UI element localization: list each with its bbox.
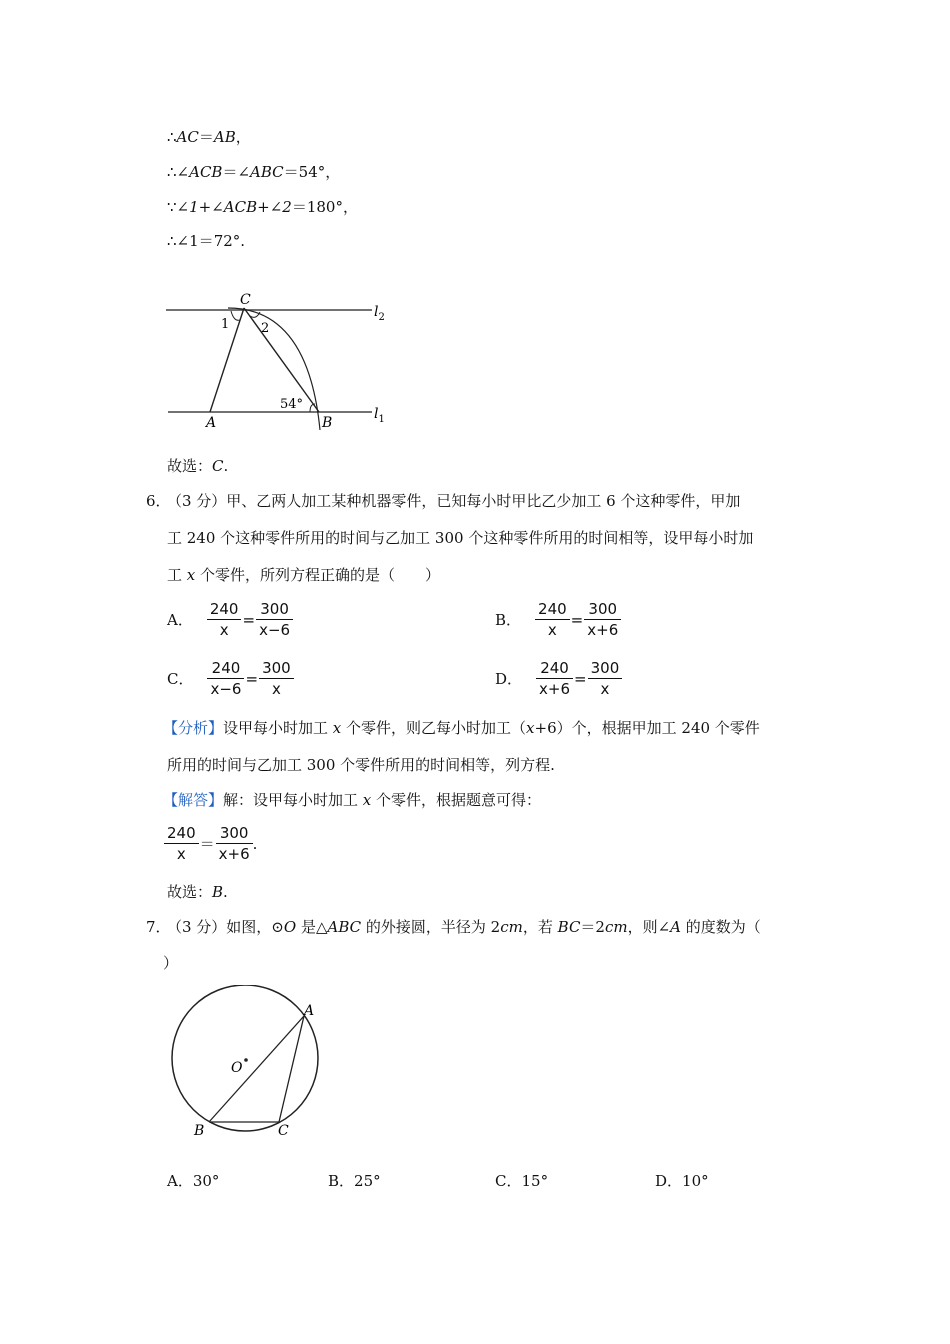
value-text: ＝54°， <box>283 163 341 181</box>
answer-prefix: 故选： <box>167 883 213 901</box>
point-o: O <box>283 918 297 936</box>
parallel-lines-figure <box>160 290 400 440</box>
segment-ab <box>209 1016 304 1122</box>
fraction <box>536 658 573 699</box>
text: 工 <box>167 566 187 584</box>
text: 设甲每小时加工 <box>223 719 333 737</box>
answer-letter: B <box>212 883 224 901</box>
q7-option-d[interactable] <box>655 1170 709 1191</box>
angle-1: ∠1 <box>176 232 199 250</box>
equals-sign: = <box>242 610 256 629</box>
text: 个零件，所列方程正确的是（ ） <box>195 566 441 584</box>
q6-final-answer <box>167 881 228 902</box>
q6-number: 6． <box>146 492 171 510</box>
q7-number: 7． <box>146 918 171 936</box>
label-a: A <box>304 1003 315 1019</box>
numerator: 240 <box>536 658 573 679</box>
numerator: 240 <box>207 658 244 679</box>
denominator: x+6 <box>539 680 571 698</box>
text: +6）个，根据甲加工 240 个零件 <box>534 719 760 737</box>
denominator: x+6 <box>587 621 619 639</box>
q7-option-b[interactable] <box>328 1170 381 1191</box>
analysis-tag: 【分析】 <box>163 719 224 737</box>
proof-line-4 <box>167 230 245 251</box>
fraction <box>584 599 621 640</box>
equation <box>535 599 621 640</box>
equation <box>536 658 622 699</box>
value-text: 72° <box>213 232 241 250</box>
equals-sign: = <box>245 669 259 688</box>
label-b: B <box>194 1123 205 1139</box>
equals-sign: ＝ <box>222 163 238 181</box>
label-a: A <box>206 415 217 431</box>
punct: . <box>240 232 246 250</box>
punct: ， <box>235 128 251 146</box>
label-o: O <box>231 1060 243 1076</box>
denominator: x <box>271 680 281 698</box>
q6-option-a[interactable] <box>167 599 293 640</box>
q6-stem-line-1: （3 分）甲、乙两人加工某种机器零件，已知每小时甲比乙少加工 6 个这种零件，甲加 <box>167 492 741 510</box>
circle-figure <box>160 985 340 1145</box>
numerator: 300 <box>588 658 623 679</box>
variable-x: x <box>186 566 196 584</box>
label-l1: $l_1$ <box>374 406 385 425</box>
option-value: 10° <box>682 1172 709 1190</box>
denominator: x <box>600 680 610 698</box>
fraction <box>259 658 294 699</box>
equals-sign: ＝ <box>291 198 307 216</box>
option-label: A． <box>167 1172 193 1190</box>
label-c: C <box>278 1123 289 1139</box>
fraction <box>207 658 244 699</box>
option-label: C． <box>167 670 194 688</box>
circumcircle <box>172 985 318 1131</box>
fraction <box>164 823 199 864</box>
q6-analysis-line-2: 所用的时间与乙加工 300 个零件所用的时间相等，列方程. <box>167 756 555 774</box>
therefore-symbol: ∴ <box>167 128 177 146</box>
answer-tag: 【解答】 <box>163 791 224 809</box>
variable-x: x <box>362 791 372 809</box>
label-angle-54: 54° <box>280 397 304 412</box>
angle-abc: ∠ABC <box>237 163 284 181</box>
label-angle-1: 1 <box>221 317 230 332</box>
option-label: A． <box>167 611 193 629</box>
segment-ab: AB <box>213 128 236 146</box>
q7-stem-line-1 <box>167 916 761 937</box>
denominator: x−6 <box>210 680 242 698</box>
label-b: B <box>322 415 333 431</box>
center-dot <box>244 1058 248 1062</box>
therefore-symbol: ∴ <box>167 163 177 181</box>
angle-sum: ∠1+∠ACB+∠2 <box>176 198 292 216</box>
angle-acb: ∠ACB <box>176 163 223 181</box>
option-label: D． <box>495 670 523 688</box>
numerator: 300 <box>259 658 294 679</box>
text: 个零件，根据题意可得： <box>371 791 542 809</box>
label-l2: $l_2$ <box>374 304 385 323</box>
angle-1-arc <box>231 311 240 320</box>
option-label: B． <box>328 1172 355 1190</box>
text: 的外接圆，半径为 2 <box>361 918 501 936</box>
option-label: D． <box>655 1172 683 1190</box>
denominator: x−6 <box>259 621 291 639</box>
punct: ， <box>342 198 358 216</box>
label-angle-2: 2 <box>261 321 270 336</box>
punct: . <box>223 883 228 901</box>
option-value: 25° <box>354 1172 381 1190</box>
text: 是△ <box>296 918 328 936</box>
option-label: C． <box>495 1172 522 1190</box>
option-value: 30° <box>192 1172 220 1190</box>
q7-stem-line-2: ） <box>163 954 179 972</box>
q6-stem-line-3 <box>167 564 440 585</box>
point-a: A <box>670 918 682 936</box>
therefore-symbol: ∴ <box>167 232 177 250</box>
text: ，则∠ <box>627 918 671 936</box>
punct: . <box>252 834 258 853</box>
variable-x: x <box>332 719 342 737</box>
fraction <box>216 823 253 864</box>
equals-sign: ＝ <box>198 232 214 250</box>
equals-sign: = <box>570 610 584 629</box>
unit-cm: cm <box>500 918 523 936</box>
triangle-abc: ABC <box>327 918 362 936</box>
q6-stem-line-2: 工 240 个这种零件所用的时间与乙加工 300 个这种零件所用的时间相等，设甲每小时加 <box>167 529 754 547</box>
denominator: x+6 <box>218 845 250 863</box>
denominator: x <box>547 621 557 639</box>
proof-line-1 <box>167 126 251 147</box>
equation <box>207 599 293 640</box>
numerator: 240 <box>164 823 199 844</box>
text: 的度数为（ <box>681 918 761 936</box>
fraction <box>207 599 242 640</box>
answer-letter: C <box>212 457 224 475</box>
equals-sign: ＝ <box>199 835 215 853</box>
numerator: 300 <box>216 823 253 844</box>
q6-answer-equation <box>164 823 257 864</box>
proof-line-2 <box>167 161 340 182</box>
denominator: x <box>176 845 186 863</box>
text: 个零件，则乙每小时加工（ <box>341 719 527 737</box>
fraction <box>588 658 623 699</box>
q5-answer <box>167 455 228 476</box>
numerator: 300 <box>256 599 293 620</box>
segment-bc: BC <box>557 918 581 936</box>
denominator: x <box>219 621 229 639</box>
fraction <box>256 599 293 640</box>
fraction <box>535 599 570 640</box>
text: ＝2 <box>580 918 605 936</box>
q7-option-a[interactable] <box>167 1170 219 1191</box>
equals-sign: ＝ <box>198 128 214 146</box>
because-symbol: ∵ <box>167 198 177 216</box>
option-label: B． <box>495 611 522 629</box>
punct: . <box>223 457 229 475</box>
equals-sign: = <box>574 669 587 688</box>
label-c: C <box>240 292 251 308</box>
variable-x: x <box>526 719 535 737</box>
q6-analysis-line-1 <box>163 717 760 738</box>
q6-option-c[interactable] <box>167 658 294 699</box>
proof-line-3 <box>167 196 358 217</box>
option-value: 15° <box>521 1172 549 1190</box>
answer-prefix: 故选： <box>167 457 213 475</box>
text: ，若 <box>522 918 558 936</box>
segment-ac: AC <box>176 128 199 146</box>
q6-answer-line <box>163 789 541 810</box>
numerator: 240 <box>207 599 242 620</box>
numerator: 300 <box>584 599 621 620</box>
q6-option-d[interactable] <box>495 658 622 699</box>
text: （3 分）如图，⊙ <box>167 918 284 936</box>
numerator: 240 <box>535 599 570 620</box>
value-text: 180° <box>306 198 343 216</box>
q6-option-b[interactable] <box>495 599 621 640</box>
equation <box>207 658 293 699</box>
q7-option-c[interactable] <box>495 1170 548 1191</box>
unit-cm: cm <box>604 918 628 936</box>
text: 解：设甲每小时加工 <box>223 791 363 809</box>
